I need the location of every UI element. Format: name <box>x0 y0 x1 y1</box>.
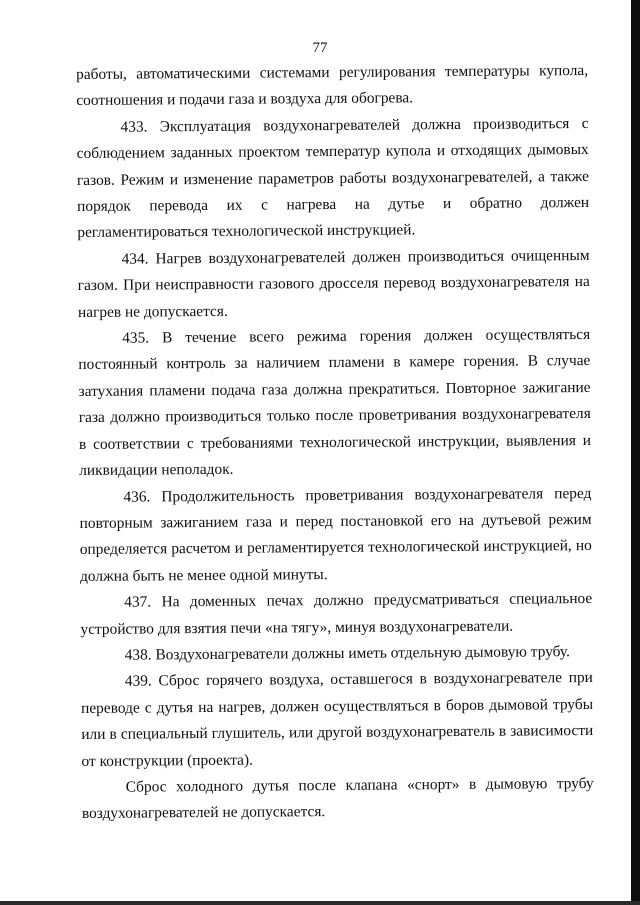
page-number: 77 <box>312 40 328 56</box>
paragraph-434: 434. Нагрев воздухонагревателей должен производиться очищенным газом. При неисправности газового дросселя перевод воздухонагревателя на нагрев не допускается. <box>77 246 590 321</box>
paragraph-continuation: работы, автоматическими системами регулирования температуры купола, соотношения и подачи газа и воздуха для обогрева. <box>76 61 589 110</box>
paragraph-438: 438. Воздухонагреватели должны иметь отдельную дымовую трубу. <box>124 643 570 664</box>
document-body <box>76 58 594 828</box>
paragraph-439-second: Сброс холодного дутья после клапана «снорт» в дымовую трубу воздухонагревателей не допускается. <box>81 774 594 823</box>
paragraph-433: 433. Эксплуатация воздухонагревателей должна производиться с соблюдением заданных проектом температур купола и отходящих дымовых газов. Режим и изменение параметров работы воздухонагревателей, а также порядок перевода их с нагрева на дутье и обратно должен регламентироваться технологической инструкцией. <box>76 114 590 242</box>
paragraph-436: 436. Продолжительность проветривания воздухонагревателя перед повторным зажиганием газа и перед постановкой его на дутьевой режим определяется расчетом и регламентируется технологической инструкцией, но должна быть не менее одной минуты. <box>79 484 592 585</box>
scan-edge-bottom <box>0 901 640 905</box>
paragraph-435: 435. В течение всего режима горения должен осуществляться постоянный контроль за наличием пламени в камере горения. В случае затухания пламени подача газа должна прекратиться. Повторное зажигание газа должно производиться только после проветривания воздухонагревателя в соответствии с требованиями технологической инструкции, выявления и ликвидации неполадок. <box>78 326 592 480</box>
paragraph-439: 439. Сброс горячего воздуха, оставшегося в воздухонагревателе при переводе с дутья на нагрев, должен осуществляться в боров дымовой трубы или в специальный глушитель, или другой воздухонагреватель в зависимости от конструкции (проекта). <box>81 669 594 770</box>
paragraph-437: 437. На доменных печах должно предусматриваться специальное устройство для взятия печи «на тягу», минуя воздухонагреватели. <box>80 590 593 638</box>
scan-edge-right <box>631 0 640 905</box>
